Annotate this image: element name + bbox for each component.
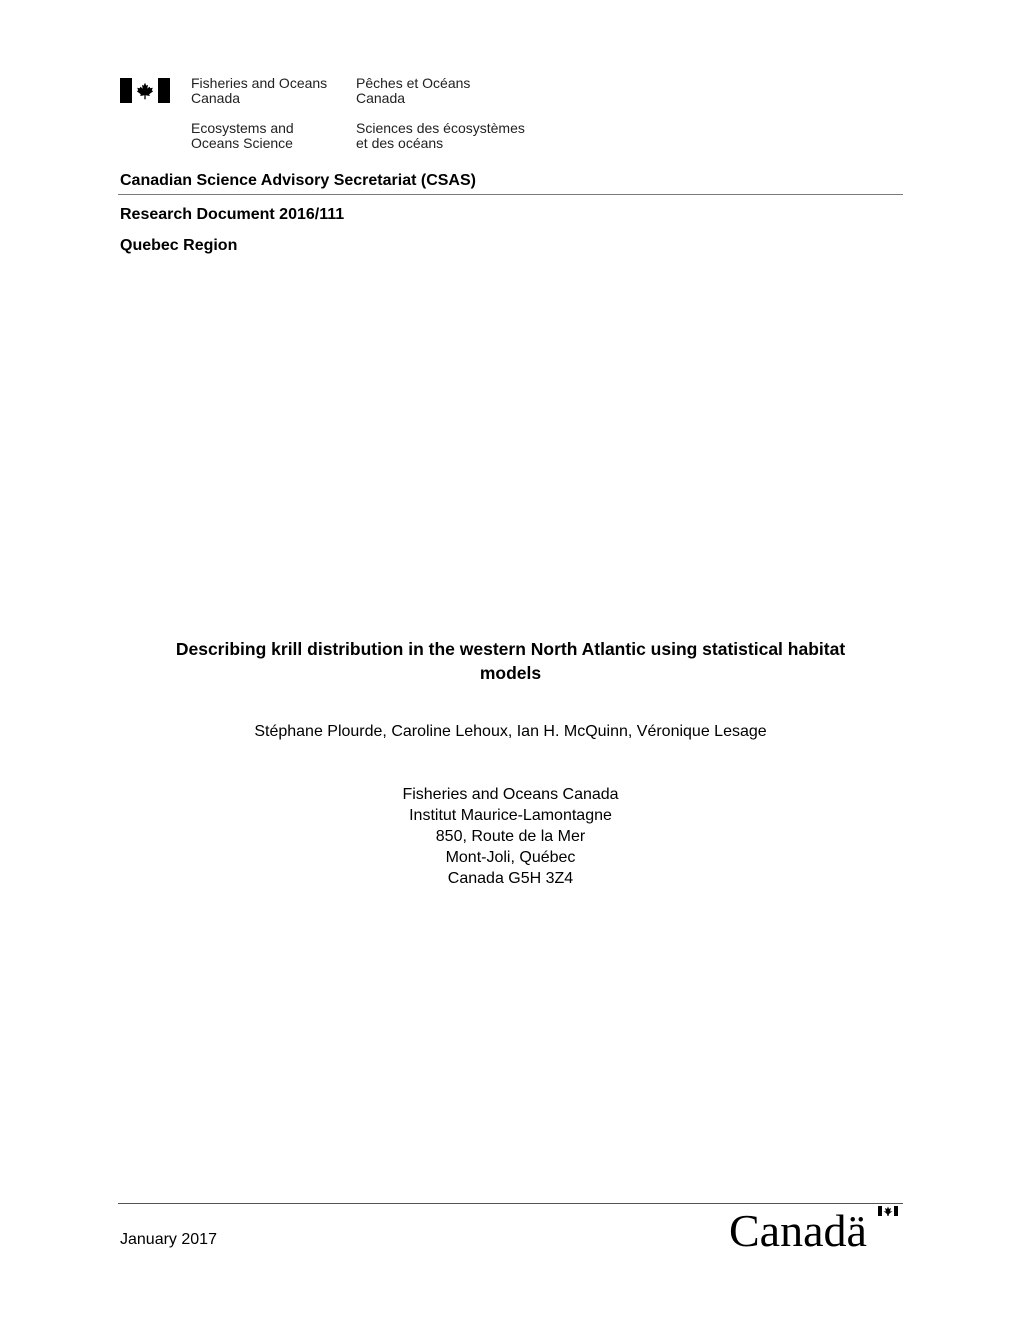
- sector-name-french: Sciences des écosystèmes et des océans: [356, 120, 525, 151]
- author-list: Stéphane Plourde, Caroline Lehoux, Ian H. McQuinn, Véronique Lesage: [254, 723, 767, 740]
- address-line-3: 850, Route de la Mer: [435, 828, 586, 845]
- region-label: Quebec Region: [120, 237, 238, 254]
- address-line-2: Institut Maurice-Lamontagne: [409, 807, 612, 824]
- document-title: [118, 637, 903, 685]
- canada-wordmark-flag-icon: [878, 1206, 898, 1216]
- sector-name-english: Ecosystems and Oceans Science: [191, 120, 294, 151]
- maple-leaf-icon: [136, 82, 154, 100]
- canada-wordmark-text: Canadä: [729, 1205, 867, 1253]
- address-line-1: Fisheries and Oceans Canada: [402, 786, 619, 803]
- document-title-line-1: Describing krill distribution in the western North Atlantic using statistical habitat: [175, 639, 846, 659]
- secretariat-heading: Canadian Science Advisory Secretariat (CSAS): [120, 172, 476, 189]
- department-name-english: Fisheries and Oceans Canada: [191, 75, 328, 106]
- canada-wordmark: [728, 1203, 908, 1253]
- canada-flag-icon: [120, 78, 170, 103]
- department-name-french: Pêches et Océans Canada: [356, 75, 471, 106]
- header-divider: [118, 194, 903, 195]
- address-line-5: Canada G5H 3Z4: [447, 870, 574, 887]
- document-number: Research Document 2016/111: [120, 206, 345, 223]
- institution-address: [118, 784, 903, 889]
- address-line-4: Mont-Joli, Québec: [445, 849, 576, 866]
- document-title-line-2: models: [479, 663, 542, 683]
- publication-date: January 2017: [120, 1231, 217, 1248]
